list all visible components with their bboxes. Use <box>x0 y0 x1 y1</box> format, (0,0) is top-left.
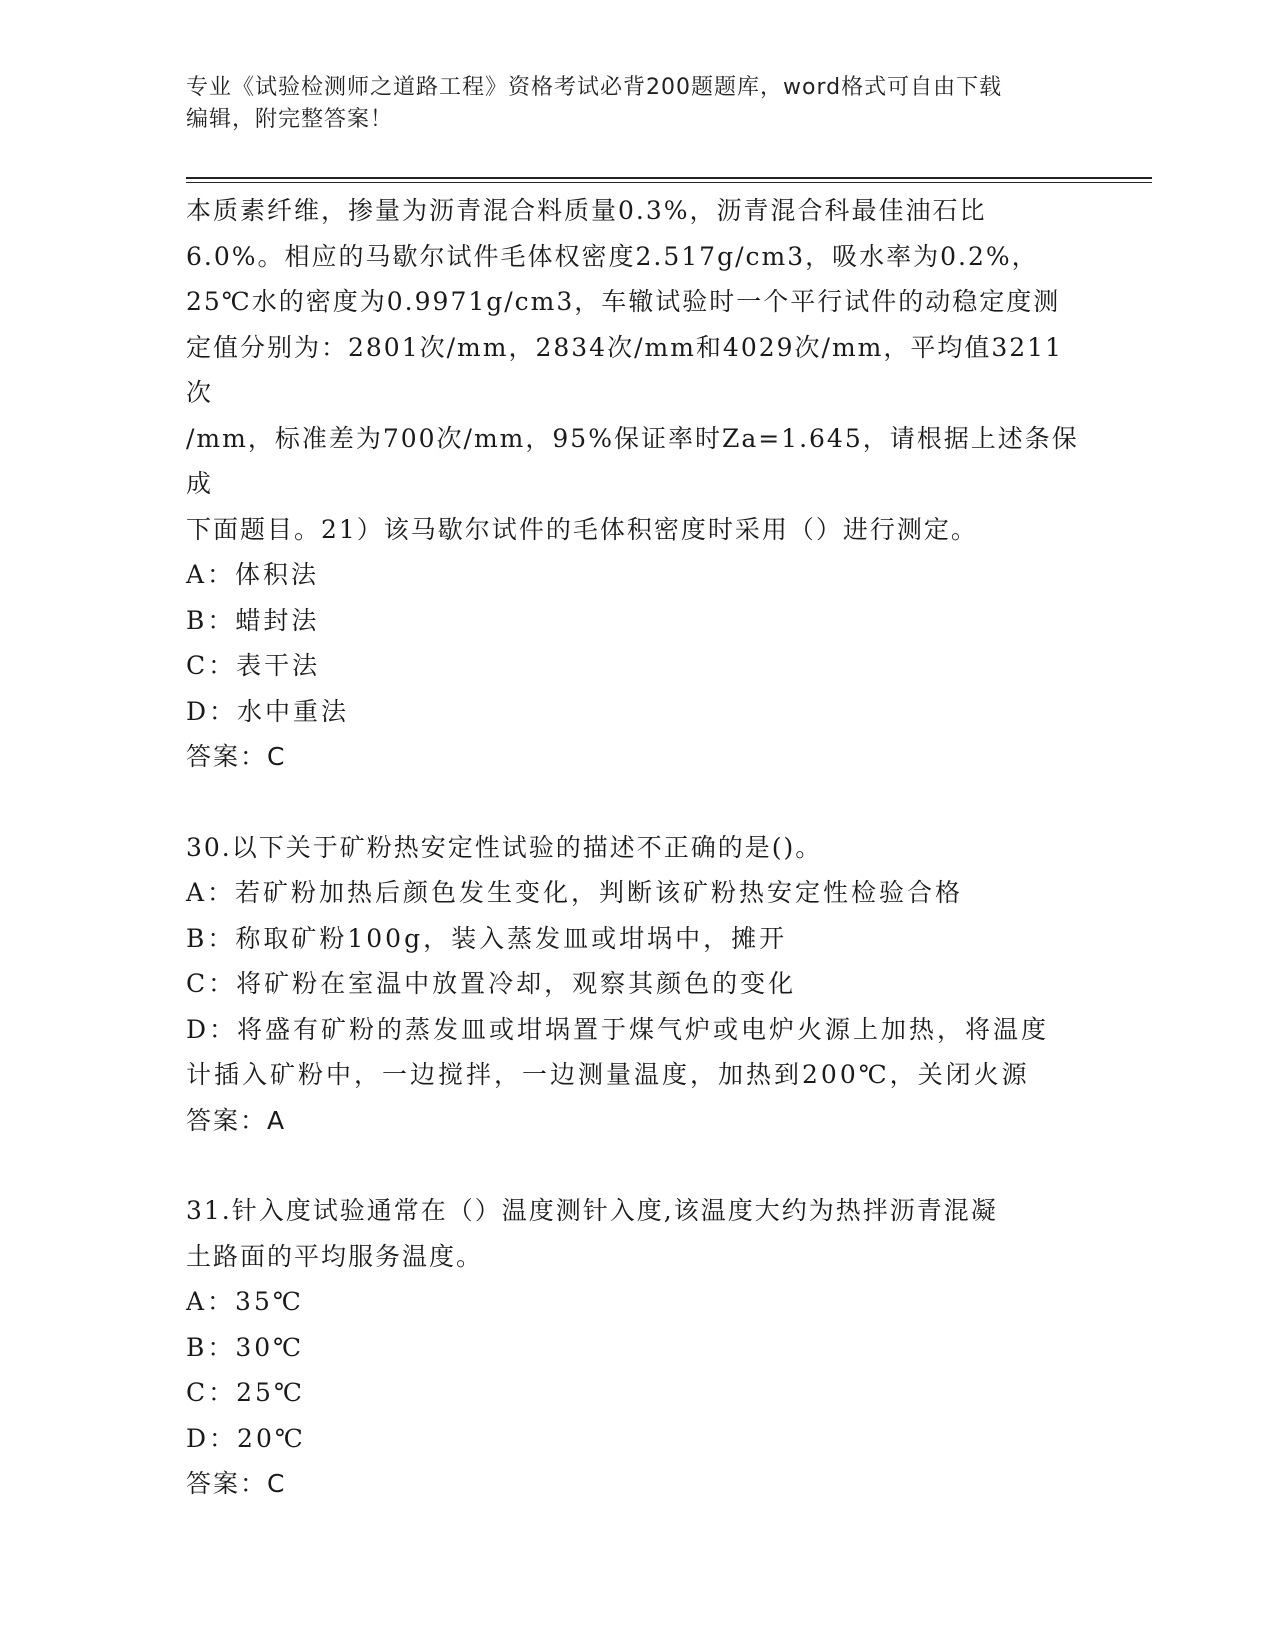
question-stem-line: 25℃水的密度为0.9971g/cm3，车辙试验时一个平行试件的动稳定度测 <box>186 287 1061 316</box>
document-header <box>186 72 1066 136</box>
header-line-2: 编辑，附完整答案！ <box>186 107 394 132</box>
question-stem-line: 土路面的平均服务温度。 <box>186 1241 484 1271</box>
question-block-31 <box>186 1188 1086 1507</box>
header-rule-thick <box>186 177 1152 179</box>
answer-line: 答案：A <box>186 1105 287 1135</box>
question-stem-line: 本质素纤维，掺量为沥青混合料质量0.3%，沥青混合科最佳油石比 <box>186 196 987 225</box>
spacer <box>186 1143 1086 1188</box>
answer-line: 答案：C <box>186 1469 287 1498</box>
option-b: B：30℃ <box>186 1332 305 1362</box>
question-block-30 <box>186 825 1086 1144</box>
question-stem-line: 6.0%。相应的马歇尔试件毛体权密度2.517g/cm3，吸水率为0.2%， <box>186 241 1039 271</box>
header-line-1: 专业《试验检测师之道路工程》资格考试必背200题题库，word格式可自由下载 <box>186 75 1003 100</box>
option-b: B：称取矿粉100g，装入蒸发皿或坩埚中，摊开 <box>186 923 788 953</box>
option-c: C：25℃ <box>186 1378 305 1407</box>
question-stem-line: 下面题目。21）该马歇尔试件的毛体积密度时采用（）进行测定。 <box>186 514 978 544</box>
option-d-continued: 计插入矿粉中，一边搅拌，一边测量温度，加热到200℃，关闭火源 <box>186 1060 1030 1089</box>
question-stem-line: /mm，标准差为700次/mm，95%保证率时Za=1.645，请根据上述条保成 <box>186 423 1079 498</box>
option-a: A：体积法 <box>186 560 320 589</box>
question-block-1 <box>186 188 1086 780</box>
option-d: D：水中重法 <box>186 696 350 726</box>
question-stem-line: 31.针入度试验通常在（）温度测针入度,该温度大约为热拌沥青混凝 <box>186 1196 998 1225</box>
option-c: C：将矿粉在室温中放置冷却，观察其颜色的变化 <box>186 969 797 998</box>
option-c: C：表干法 <box>186 651 321 680</box>
question-stem-line: 30.以下关于矿粉热安定性试验的描述不正确的是()。 <box>186 832 823 862</box>
header-rule-thin <box>186 182 1152 183</box>
question-stem-line: 定值分别为：2801次/mm，2834次/mm和4029次/mm，平均值3211次 <box>186 332 1063 407</box>
spacer <box>186 780 1086 825</box>
option-b: B：蜡封法 <box>186 605 320 635</box>
option-a: A：若矿粉加热后颜色发生变化，判断该矿粉热安定性检验合格 <box>186 878 964 907</box>
option-d: D：将盛有矿粉的蒸发皿或坩埚置于煤气炉或电炉火源上加热，将温度 <box>186 1014 1050 1044</box>
option-d: D：20℃ <box>186 1423 306 1453</box>
answer-line: 答案：C <box>186 742 287 771</box>
document-body <box>186 188 1086 1507</box>
option-a: A：35℃ <box>186 1287 304 1316</box>
